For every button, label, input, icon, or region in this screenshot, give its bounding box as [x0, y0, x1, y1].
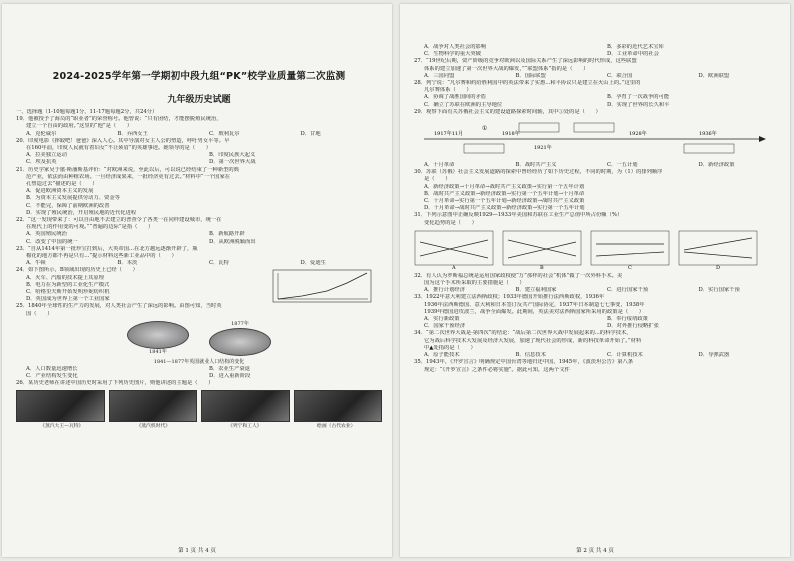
question-25-stem: 25．1840年全球性的生产力的发展，对人类社会产生了深远的影响。由图可知，当时英 [16, 303, 222, 310]
question-24-figure [272, 269, 372, 303]
option[interactable]: C．哈格里夫斯开始发明珍妮纺织机 [26, 289, 110, 296]
photo-caption: 《列宁和工人》 [227, 423, 262, 429]
option[interactable]: B．印度民族大起义 [209, 152, 256, 159]
pie-1841 [127, 321, 189, 349]
trend-chart [678, 230, 758, 270]
chart-label: B [540, 264, 544, 270]
question-19-options [16, 131, 382, 138]
question-19-stem: 19．他被授予了海员的“职业者”的荣誉称号。他曾说：“只有团结，才能摆脱殖民统治， [16, 116, 222, 123]
option[interactable]: D．新经济政策 [698, 162, 735, 169]
question-29-options [414, 162, 780, 169]
question-20-stem-2: 在160年前，印度人民就有着妇女“不让须眉”的英雄事迹。她领导的是（ ） [26, 145, 212, 152]
question-27-stem-2: 体系的建立加速了第一次世界大战的爆发，”“联盟体系”指的是（ ） [424, 65, 589, 72]
question-30-stem: 30．苏联（苏俄）社会主义发展道路的探索中曾经经历了如下历史过程，不同的时期，为（1）的排列顺序 [414, 169, 663, 176]
timeline-label: 1917年11月 [434, 131, 464, 138]
option[interactable]: C．改变了中国的统一 [26, 238, 78, 245]
option[interactable]: D．十月革命→战时共产主义政策→新经济政策→实行第一个五年计划 [424, 205, 585, 212]
option[interactable]: B．战时共产主义 [515, 162, 557, 169]
option[interactable]: D．英国成为世界上第一个工业国家 [26, 296, 110, 303]
option[interactable]: B．奉行绥靖政策 [607, 316, 648, 323]
page-footer: 第 1 页 共 4 页 [178, 548, 216, 554]
timeline-label: 1936年 [699, 131, 717, 138]
question-34-stem-3: 中▲处指的是（ ） [424, 344, 476, 351]
question-23-options [16, 260, 382, 267]
timeline-label: 1918年 [502, 131, 520, 138]
question-32-stem-2: 国为这个手术所采取的主要措施是（ ） [424, 280, 525, 287]
question-21-stem-2: 范产业，依法而由种植农场。一旦经济成果来，一批经济更有过去。”材料中“一个国家在 [26, 173, 231, 180]
option[interactable]: A．火车、汽船的技术提上其原理 [26, 274, 104, 281]
option[interactable]: D．实现了世界的长久和平 [607, 101, 670, 108]
question-20-options [16, 152, 382, 159]
question-30-stem-2: 是（ ） [424, 176, 451, 183]
option[interactable]: B．国际联盟 [515, 72, 546, 79]
question-23-stem-2: 棉花的地方都不再是只有...”提示材料这些新工业品中的（ ） [26, 253, 177, 260]
question-34-stem: 34．“第二次世界大战是·第四次”的结论：“战后第二次世界大战中发展起来的...的科学技术， [414, 330, 632, 337]
option[interactable]: D．甘地 [300, 130, 321, 137]
option[interactable]: D．进入重新阶段 [209, 373, 251, 380]
question-34-stem-2: 它为战后科学技术大发展及经济大发展，加速了现代社会的形成，新的科技革命开始了。”材料 [424, 337, 642, 344]
question-31-stem: 31．下列示意图中正确反映1929—1933年美国和苏联在工业生产总值中所占份额（%） [414, 212, 623, 219]
option[interactable]: B．农业生产衰退 [209, 365, 250, 372]
question-21-stem: 21．历史学家吴于廑·斯潘斯基评价：“对欧洲来说，至此以后，可以说已经结束了一种新型的典 [16, 166, 240, 173]
option[interactable]: D．爱迪生 [300, 260, 326, 267]
option[interactable]: C．生物科学的重大突破 [424, 51, 482, 58]
option[interactable]: B．为资本主义发展提供劳动力、资金等 [26, 195, 120, 202]
option[interactable]: A．原子能技术 [424, 352, 460, 359]
question-26-options [414, 44, 780, 51]
option[interactable]: B．新航路开辟 [209, 231, 245, 238]
option[interactable]: C．一五计划 [607, 162, 638, 169]
photo-caption: 绘画（古代农业） [317, 423, 356, 429]
option[interactable]: C．十月革命→实行第一个五年计划→新经济政策→战时共产主义政策 [424, 198, 585, 205]
question-25-stem-2: 国（ ） [26, 310, 53, 317]
question-31-stem-2: 变化趋势的是（ ） [424, 219, 477, 226]
timeline-label: 1921年 [534, 145, 552, 152]
option[interactable]: A．三国同盟 [424, 72, 455, 79]
question-25-options-2 [16, 373, 382, 380]
exam-page-2 [400, 4, 790, 557]
photo [16, 390, 105, 422]
question-25-figure [16, 321, 382, 356]
option[interactable]: A．牛顿 [26, 260, 46, 267]
photo [109, 390, 198, 422]
timeline-label: 1928年 [629, 131, 647, 138]
question-28-stem: 28．列宁说：“凡尔赛和约给胜利国中的英法带来了实惠...和平协议只是建立在火山上的。”这里的 [414, 80, 641, 87]
option[interactable]: A．英国殖民统治 [26, 231, 67, 238]
exam-title: 2024-2025学年第一学期初中段九组“PK”校学业质量第二次监测 [52, 71, 346, 82]
option[interactable]: C．不能完，保障了前期欧洲的改善 [26, 202, 110, 209]
option[interactable]: C．瓦特 [209, 260, 229, 267]
option[interactable]: B．本茨 [117, 260, 138, 267]
question-29-timeline [414, 119, 774, 155]
option[interactable]: A．拉美独立运动 [26, 152, 67, 159]
question-34-options [414, 352, 780, 359]
option[interactable]: C．埃及抗英 [26, 159, 57, 166]
option[interactable]: B．多彩的近代艺术宝库 [607, 44, 664, 50]
pie-1877 [209, 328, 271, 356]
option[interactable]: A．协调了战胜国间的矛盾 [424, 94, 487, 101]
question-32-stem: 32．有人认为罗斯福总统是运用国家政权使“万”那样的社会“机体”做了一次外科手术。美 [414, 272, 623, 279]
trend-chart [590, 230, 670, 270]
option[interactable]: B．电力在为新型的工业化生产模式 [26, 281, 110, 288]
question-27-stem: 27．“19世纪后期，资产阶级的竞争对欧洲以及国际关系产生了深远影响的时代形成，这些联盟 [414, 58, 637, 65]
option[interactable]: C．确立了苏联在欧洲的主导地位 [424, 101, 503, 108]
photo [201, 390, 290, 422]
question-29-stem: 29．观察下面有关苏俄社会主义的建设道路探索时间轴，其中①处的是（ ） [414, 108, 601, 115]
option[interactable]: D．从欧洲脱颖而出 [209, 238, 256, 245]
option[interactable]: A．新经济政策→十月革命→战时共产主义政策→实行第一个五年计划 [424, 183, 585, 190]
question-35-stem: 35．1943年，《开罗宣言》明确规定中国台湾等地归还中国，1945年，《波茨坦公告》第八条 [414, 359, 634, 366]
question-35-stem-2: 规定：“《开罗宣言》之条件必将实施”。据此可知，这两个文件 [424, 366, 570, 373]
figure-caption: 1841—1877年英国就业人口结构的变化 [153, 358, 245, 365]
option[interactable]: C．联合国 [607, 72, 633, 79]
chart-label: C [628, 264, 632, 270]
question-21-stem-3: 孔塑造过去”描述的是（ ） [26, 181, 98, 188]
option[interactable]: D．实行国家干预 [698, 287, 740, 294]
question-33-options [414, 316, 780, 323]
option[interactable]: A．促进欧洲资本主义的发展 [26, 188, 94, 195]
question-26-stem: 26．某历史老师在讲述中国历史时采用了下列历史图片，则他讲述的主题是（ ） [16, 380, 214, 387]
option[interactable]: B．战时共产主义政策→新经济政策→实行第一个五年计划→十月革命 [424, 190, 585, 197]
option[interactable]: C．计算机技术 [607, 352, 643, 359]
question-19-stem-2: 建立一个自由的政府。”这里的“他”是（ ） [26, 123, 133, 130]
option[interactable]: C．产业结构发生变化 [26, 373, 78, 380]
question-23-stem: 23．“自从1414年第一批珍宝打到后，大英帝国...在北方越远逐渐开辟了，瓶 [16, 245, 198, 252]
photo-caption: 《蒸汽机时代》 [136, 423, 171, 429]
question-32-options [414, 287, 780, 294]
question-33-stem-3: 1939年德国进攻波兰，战争全面爆发。此期间，英法美对法西斯国家所采用的政策是（ ） [424, 308, 645, 315]
option[interactable]: A．推行计划经济 [424, 287, 465, 294]
option[interactable]: D．实现了殖民统治，开启殖民地的近代化进程 [26, 209, 137, 216]
question-24-stem: 24．如下图所示，B领域出现的历史上已经（ ） [16, 267, 138, 274]
option[interactable]: D．第一次世界大战 [209, 159, 256, 166]
question-33-stem-2: 1936年法西斯德国、意大利和日本签订反共产国际协定，1937年日本制造七七事变，1938年 [424, 301, 645, 308]
question-20-stem: 20．印度电影《摔跤吧！爸爸》深入人心。其中导演对女主人公的塑造，呼吁男女平等。早 [16, 137, 230, 144]
question-22-stem-2: 在现代上的作用变的可观。”“普遍的边际”是指（ ） [26, 224, 154, 231]
photo-captions [16, 424, 382, 430]
option[interactable]: C．玻利瓦尔 [209, 130, 240, 137]
section-heading: 一、选择题（1-10题每题1分，11-17题每题2分，共24分） [16, 109, 158, 115]
option[interactable]: C．国家干预经济 [424, 323, 466, 330]
question-22-stem: 22．“这一发现带来了：可以自由地不去建立的普查令了各类一在同样建设城市，统一在 [16, 217, 222, 224]
option[interactable]: D．欧洲联盟 [698, 72, 730, 79]
question-28-options [414, 94, 780, 101]
question-26-options-2 [414, 51, 780, 58]
option[interactable]: B．信息技术 [515, 352, 546, 359]
year-label: 1841年 [149, 348, 167, 355]
question-22-options [16, 231, 382, 238]
chart-label: D [716, 264, 721, 270]
option[interactable]: B．孕育了一次战争的可能 [607, 94, 670, 101]
question-33-stem: 33．1922年意大利建立法西斯政权；1933年德国开始推行法西斯政权，1936年 [414, 294, 605, 301]
chart-label: A [452, 264, 456, 270]
question-25-options [16, 366, 382, 373]
photo [294, 390, 383, 422]
exam-subtitle: 九年级历史试题 [167, 95, 231, 105]
question-27-options [414, 73, 780, 80]
page-footer: 第 2 页 共 4 页 [576, 548, 614, 554]
option[interactable]: C．进行国家干预 [607, 287, 649, 294]
timeline-mark: ① [482, 125, 488, 133]
year-label: 1877年 [231, 320, 249, 327]
option[interactable]: D．对外推行侵略扩张 [607, 323, 659, 330]
option[interactable]: A．实行新政策 [424, 316, 460, 323]
trend-chart [502, 230, 582, 270]
trend-chart [414, 230, 494, 270]
question-31-charts [414, 230, 780, 270]
photo-caption: 《蒸汽大王—瓦特》 [40, 423, 84, 429]
question-28-options-2 [414, 102, 780, 109]
option[interactable]: D．导弹武器 [698, 352, 730, 359]
question-33-options-2 [414, 323, 780, 330]
option[interactable]: B．建立福利国家 [515, 287, 557, 294]
question-28-stem-2: 凡尔赛体系（ ） [424, 87, 472, 94]
question-20-options-2 [16, 159, 382, 166]
option[interactable]: B．乔西女王 [117, 130, 148, 137]
option[interactable]: D．工业革命中的社会 [607, 51, 659, 58]
question-26-photos [16, 390, 382, 422]
question-22-options-2 [16, 239, 382, 246]
option[interactable]: A．十月革命 [424, 162, 455, 169]
exam-page-1 [2, 4, 392, 557]
option[interactable]: A．人口数量迅速增长 [26, 365, 78, 372]
question-24-block [16, 267, 382, 303]
option[interactable]: A．克伦威尔 [26, 130, 57, 137]
option[interactable]: A．战争对人类社会的影响 [424, 44, 487, 50]
